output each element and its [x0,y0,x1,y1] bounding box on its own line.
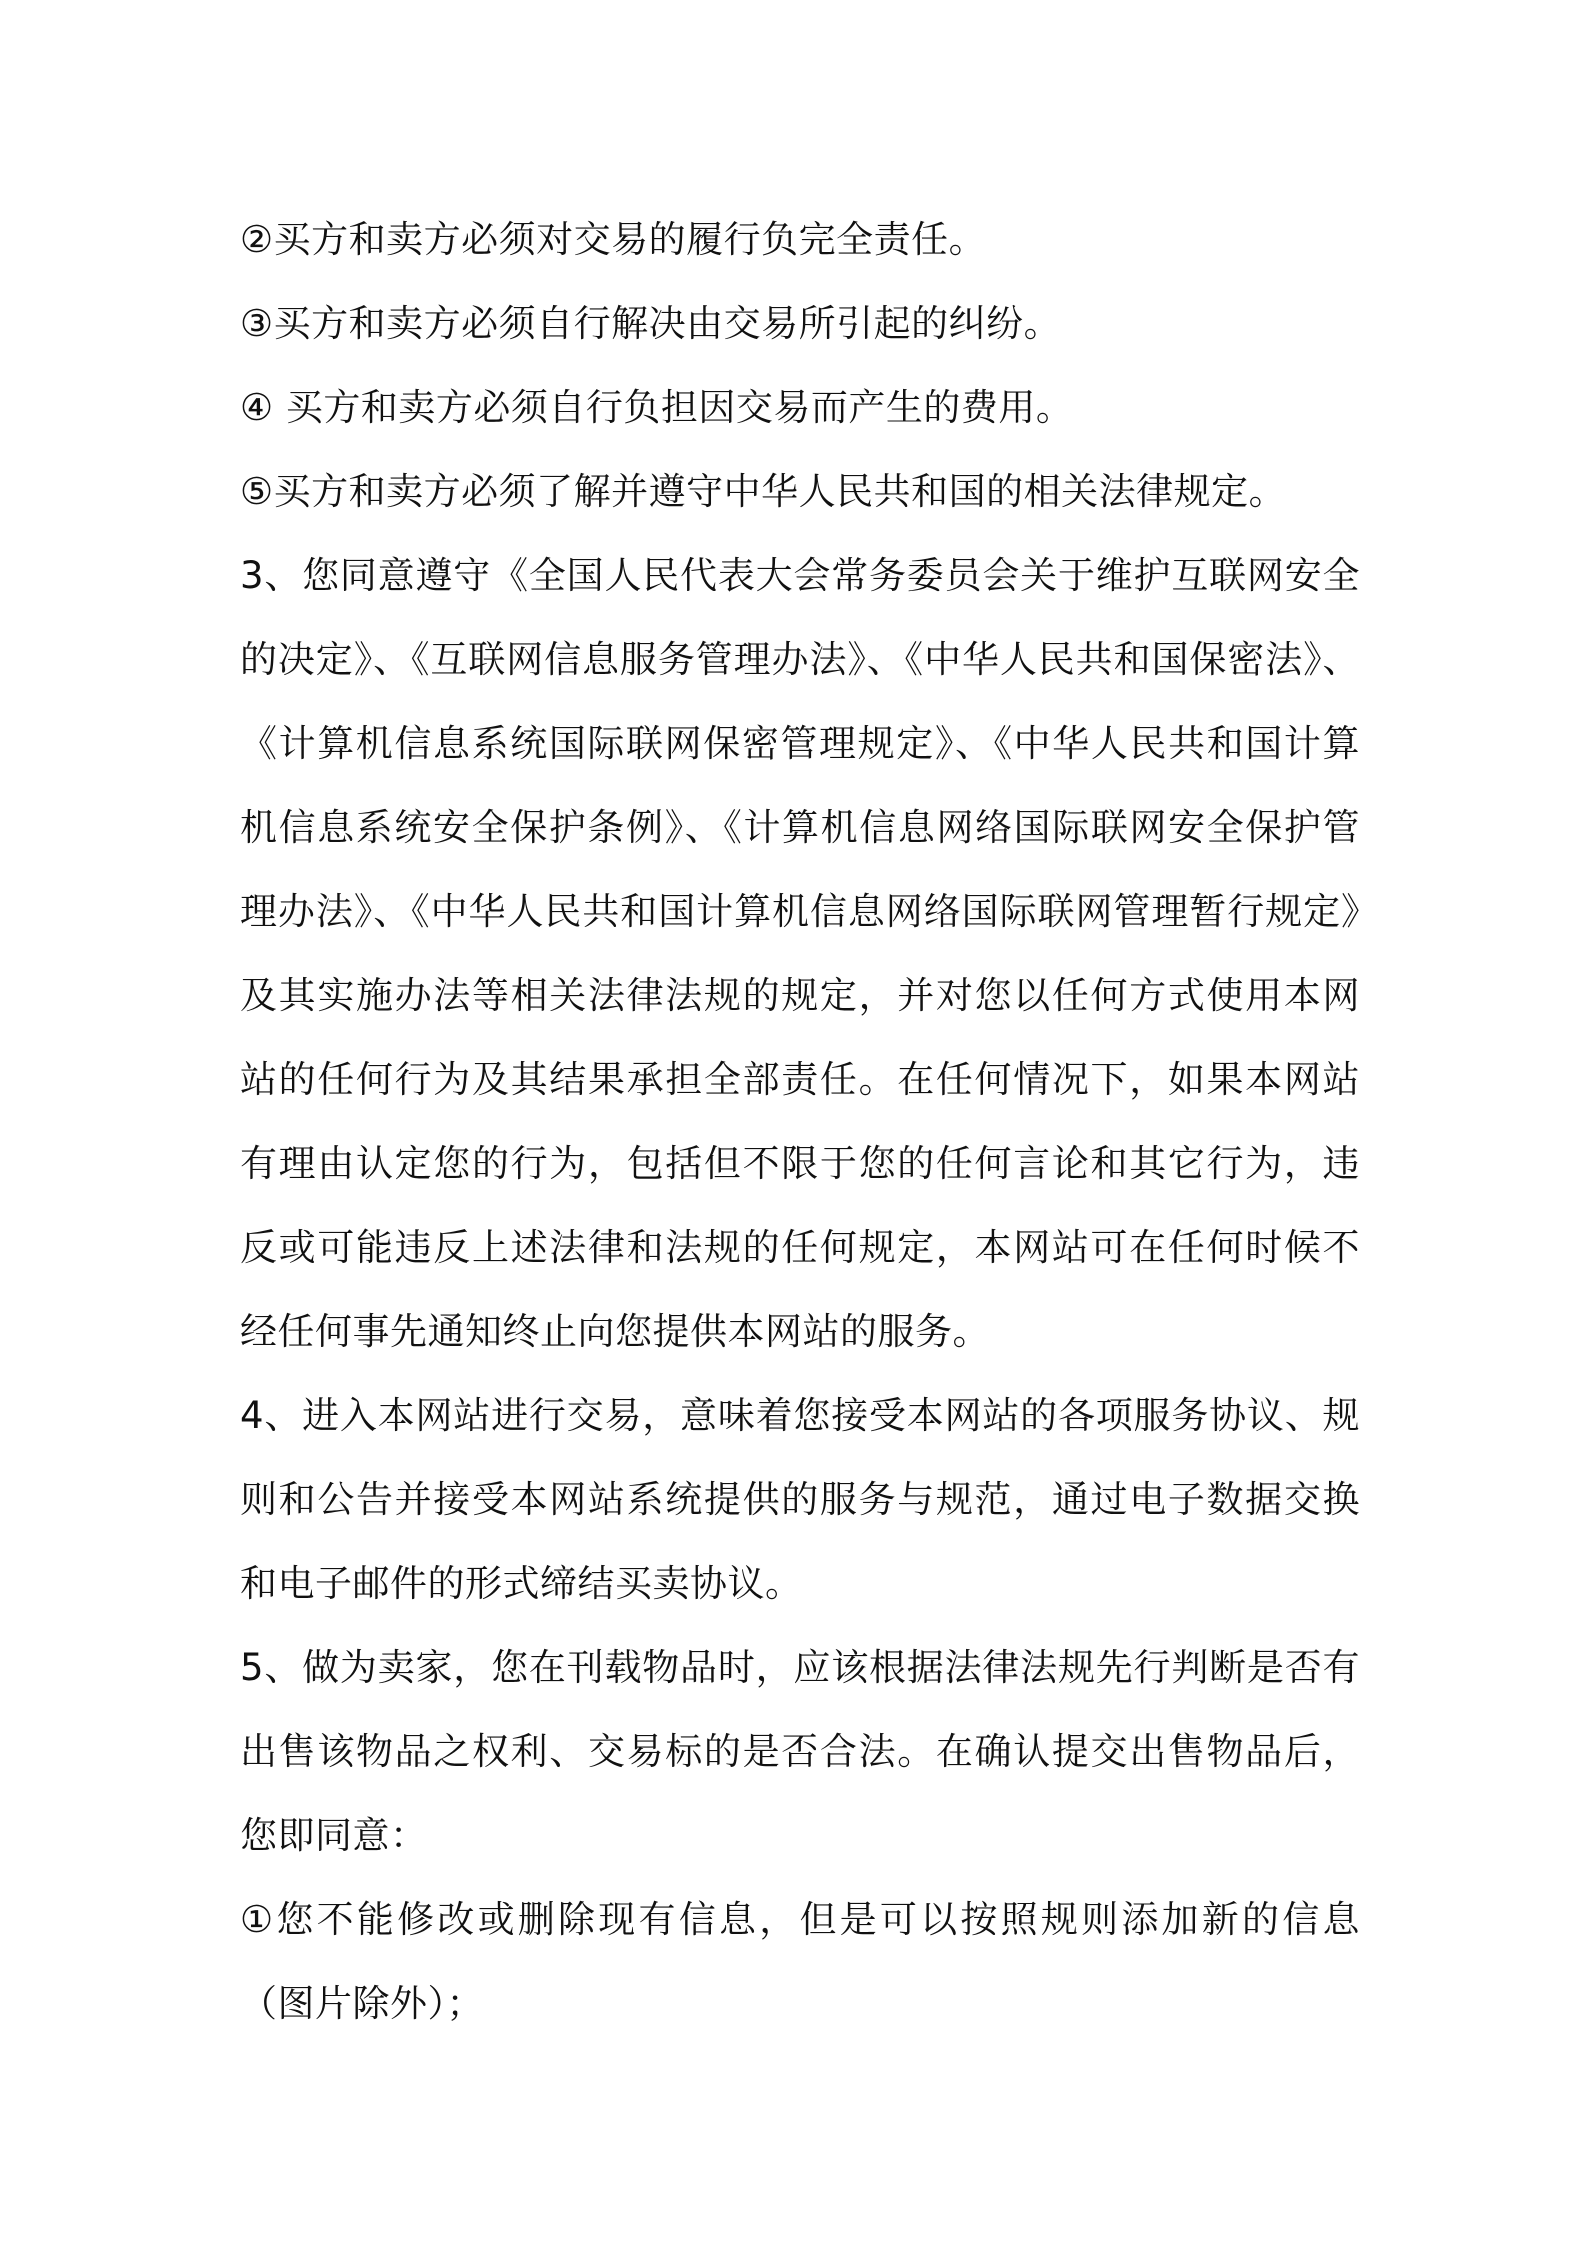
clause-3-dispute-resolution: ③买方和卖方必须自行解决由交易所引起的纠纷。 [240,302,1062,345]
clause-4-fees: ④ 买方和卖方必须自行负担因交易而产生的费用。 [240,386,1074,429]
section-5-seller-obligations: 5、做为卖家，您在刊载物品时，应该根据法律法规先行判断是否有出售该物品之权利、交易标的是否合法。在确认提交出售物品后，您即同意： [240,1646,1360,1857]
clause-1-modification-rules: ①您不能修改或删除现有信息，但是可以按照规则添加新的信息（图片除外）； [240,1898,1360,2025]
clause-2-buyer-seller-responsibility: ②买方和卖方必须对交易的履行负完全责任。 [240,218,987,261]
section-3-laws-compliance: 3、您同意遵守《全国人民代表大会常务委员会关于维护互联网安全的决定》、《互联网信息服务管理办法》、《中华人民共和国保密法》、《计算机信息系统国际联网保密管理规定》、《中华人民共和国计算机信息系统安全保护条例》、《计算机信息网络国际联网安全保护管理办法》、《中华人民共和国计算机信息网络国际联网管理暂行规定》及其实施办法等相关法律法规的规定，并对您以任何方式使用本网站的任何行为及其结果承担全部责任。在任何情况下，如果本网站有理由认定您的行为，包括但不限于您的任何言论和其它行为，违反或可能违反上述法律和法规的任何规定，本网站可在任何时候不经任何事先通知终止向您提供本网站的服务。 [240,554,1360,1353]
clause-5-legal-compliance: ⑤买方和卖方必须了解并遵守中华人民共和国的相关法律规定。 [240,470,1287,513]
section-4-acceptance: 4、进入本网站进行交易，意味着您接受本网站的各项服务协议、规则和公告并接受本网站系统提供的服务与规范，通过电子数据交换和电子邮件的形式缔结买卖协议。 [240,1394,1360,1605]
document-page [240,198,1360,2046]
